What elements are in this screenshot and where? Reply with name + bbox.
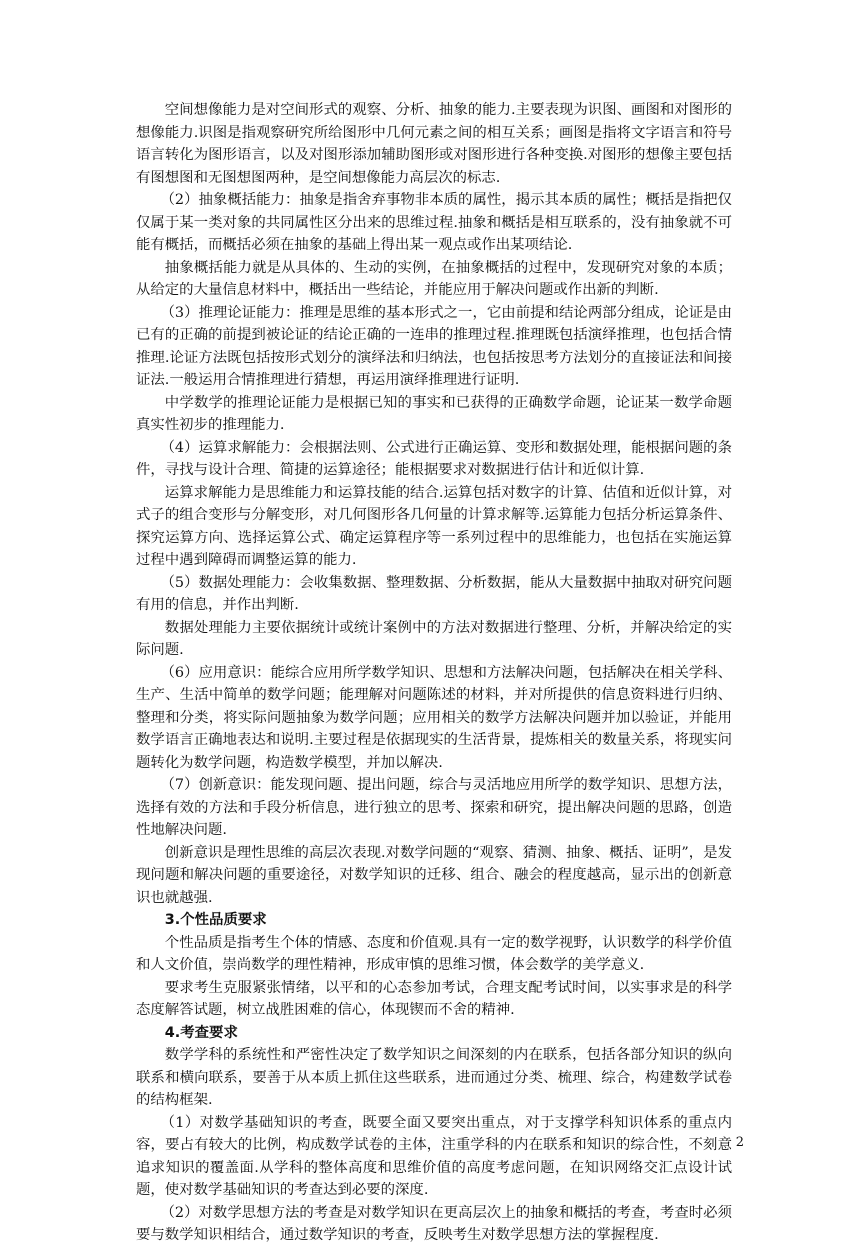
page-number: 2 [735, 1135, 744, 1150]
paragraph: 运算求解能力是思维能力和运算技能的结合.运算包括对数字的计算、估值和近似计算，对式子的组合变形与分解变形，对几何图形各几何量的计算求解等.运算能力包括分析运算条件、探究运算方向、选择运算公式、确定运算程序等一系列过程中的思维能力，也包括在实施运算过程中遇到障碍而调整运算的能力. [136, 484, 732, 568]
paragraph: （2）对数学思想方法的考查是对数学知识在更高层次上的抽象和概括的考查，考查时必须要与数学知识相结合，通过数学知识的考查，反映考生对数学思想方法的掌握程度. [136, 1204, 732, 1243]
section-heading: 3.个性品质要求 [164, 912, 267, 928]
paragraph: （7）创新意识：能发现问题、提出问题，综合与灵活地应用所学的数学知识、思想方法，选择有效的方法和手段分析信息，进行独立的思考、探索和研究，提出解决问题的思路，创造性地解决问题. [136, 777, 732, 838]
paragraph: 个性品质是指考生个体的情感、态度和价值观.具有一定的数学视野，认识数学的科学价值和人文价值，崇尚数学的理性精神，形成审慎的思维习惯，体会数学的美学意义. [136, 934, 732, 973]
paragraph: （4）运算求解能力：会根据法则、公式进行正确运算、变形和数据处理，能根据问题的条件，寻找与设计合理、简捷的运算途径；能根据要求对数据进行估计和近似计算. [136, 439, 732, 478]
paragraph: 数据处理能力主要依据统计或统计案例中的方法对数据进行整理、分析，并解决给定的实际问题. [136, 619, 732, 658]
document-body [136, 99, 732, 1247]
paragraph: （6）应用意识：能综合应用所学数学知识、思想和方法解决问题，包括解决在相关学科、生产、生活中简单的数学问题；能理解对问题陈述的材料，并对所提供的信息资料进行归纳、整理和分类，将实际问题抽象为数学问题；应用相关的数学方法解决问题并加以验证，并能用数学语言正确地表达和说明.主要过程是依据现实的生活背景，提炼相关的数量关系，将现实问题转化为数学问题，构造数学模型，并加以解决. [136, 664, 732, 771]
paragraph: 中学数学的推理论证能力是根据已知的事实和已获得的正确数学命题，论证某一数学命题真实性初步的推理能力. [136, 394, 732, 433]
paragraph: （1）对数学基础知识的考查，既要全面又要突出重点，对于支撑学科知识体系的重点内容，要占有较大的比例，构成数学试卷的主体，注重学科的内在联系和知识的综合性，不刻意追求知识的覆盖面.从学科的整体高度和思维价值的高度考虑问题，在知识网络交汇点设计试题，使对数学基础知识的考查达到必要的深度. [136, 1114, 732, 1198]
section-heading: 4.考查要求 [164, 1024, 238, 1041]
paragraph: 要求考生克服紧张情绪，以平和的心态参加考试，合理支配考试时间，以实事求是的科学态度解答试题，树立战胜困难的信心，体现锲而不舍的精神. [136, 979, 732, 1018]
paragraph: 抽象概括能力就是从具体的、生动的实例，在抽象概括的过程中，发现研究对象的本质；从给定的大量信息材料中，概括出一些结论，并能应用于解决问题或作出新的判断. [136, 259, 732, 298]
paragraph: 数学学科的系统性和严密性决定了数学知识之间深刻的内在联系，包括各部分知识的纵向联系和横向联系，要善于从本质上抓住这些联系，进而通过分类、梳理、综合，构建数学试卷的结构框架. [136, 1047, 732, 1108]
paragraph: 空间想像能力是对空间形式的观察、分析、抽象的能力.主要表现为识图、画图和对图形的想像能力.识图是指观察研究所给图形中几何元素之间的相互关系；画图是指将文字语言和符号语言转化为图形语言，以及对图形添加辅助图形或对图形进行各种变换.对图形的想像主要包括有图想图和无图想图两种，是空间想像能力高层次的标志. [136, 102, 732, 186]
paragraph: （5）数据处理能力：会收集数据、整理数据、分析数据，能从大量数据中抽取对研究问题有用的信息，并作出判断. [136, 574, 732, 613]
paragraph: （2）抽象概括能力：抽象是指舍弃事物非本质的属性，揭示其本质的属性；概括是指把仅仅属于某一类对象的共同属性区分出来的思维过程.抽象和概括是相互联系的，没有抽象就不可能有概括，而概括必须在抽象的基础上得出某一观点或作出某项结论. [136, 192, 732, 253]
paragraph: 创新意识是理性思维的高层次表现.对数学问题的“观察、猜测、抽象、概括、证明”，是发现问题和解决问题的重要途径，对数学知识的迁移、组合、融会的程度越高，显示出的创新意识也就越强. [136, 844, 732, 906]
paragraph: （3）推理论证能力：推理是思维的基本形式之一，它由前提和结论两部分组成，论证是由已有的正确的前提到被论证的结论正确的一连串的推理过程.推理既包括演绎推理，也包括合情推理.论证方法既包括按形式划分的演绎法和归纳法，也包括按思考方法划分的直接证法和间接证法.一般运用合情推理进行猜想，再运用演绎推理进行证明. [136, 304, 732, 388]
